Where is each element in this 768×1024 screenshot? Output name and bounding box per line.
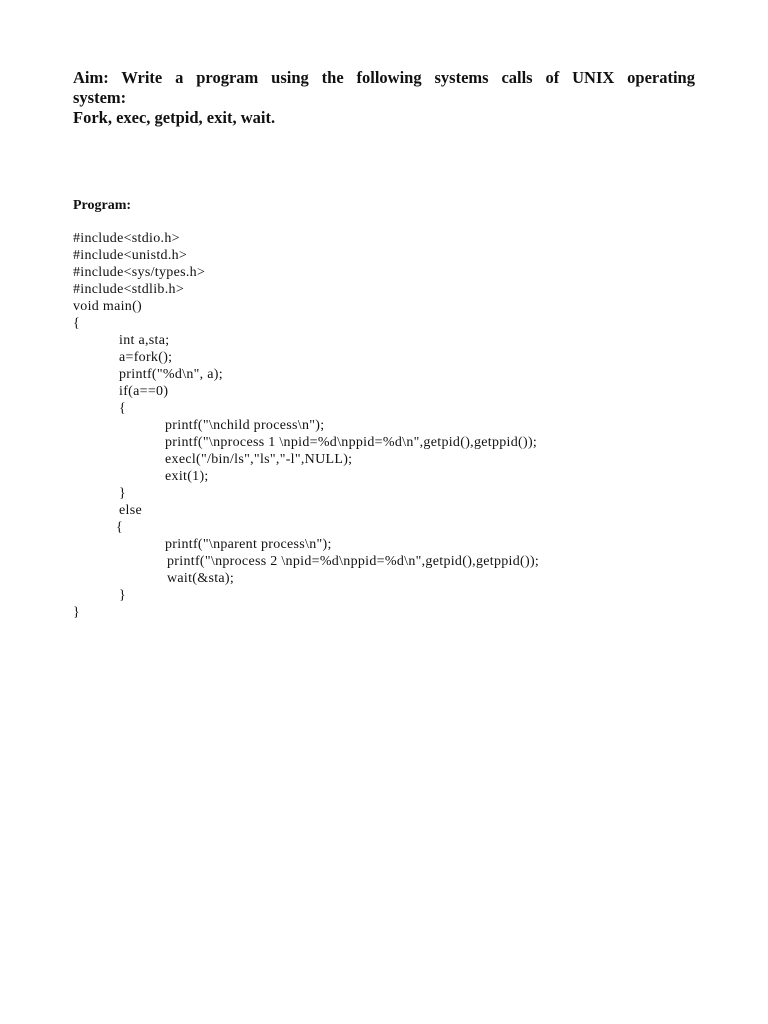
code-line: } (119, 588, 127, 603)
code-block (73, 230, 713, 621)
aim-line-3: Fork, exec, getpid, exit, wait. (73, 108, 276, 127)
code-line: void main() (73, 299, 143, 314)
code-line: printf("%d\n", a); (119, 367, 223, 382)
code-line: #include<stdio.h> (73, 231, 180, 246)
code-line: printf("\nprocess 2 \npid=%d\nppid=%d\n",getpid(),getppid()); (167, 554, 540, 569)
code-line: #include<stdlib.h> (73, 282, 185, 297)
code-line: if(a==0) (119, 384, 169, 399)
code-line: exit(1); (165, 469, 209, 484)
code-line: } (73, 605, 81, 620)
code-line: #include<sys/types.h> (73, 265, 206, 280)
aim-line-2: system: (73, 88, 127, 107)
code-line: a=fork(); (119, 350, 173, 365)
program-label: Program: (73, 198, 132, 213)
code-line: { (73, 316, 81, 331)
code-line: } (119, 486, 127, 501)
aim-heading (73, 68, 695, 128)
code-line: printf("\nparent process\n"); (165, 537, 332, 552)
code-line: printf("\nchild process\n"); (165, 418, 325, 433)
code-line: printf("\nprocess 1 \npid=%d\nppid=%d\n",getpid(),getppid()); (165, 435, 538, 450)
code-line: execl("/bin/ls","ls","-l",NULL); (165, 452, 353, 467)
aim-line-1: Aim: Write a program using the following systems calls of UNIX operating (73, 68, 695, 87)
code-line: wait(&sta); (167, 571, 235, 586)
code-line: else (119, 503, 142, 518)
code-line: { (119, 401, 127, 416)
code-line: { (116, 520, 124, 535)
code-line: #include<unistd.h> (73, 248, 188, 263)
code-line: int a,sta; (119, 333, 170, 348)
